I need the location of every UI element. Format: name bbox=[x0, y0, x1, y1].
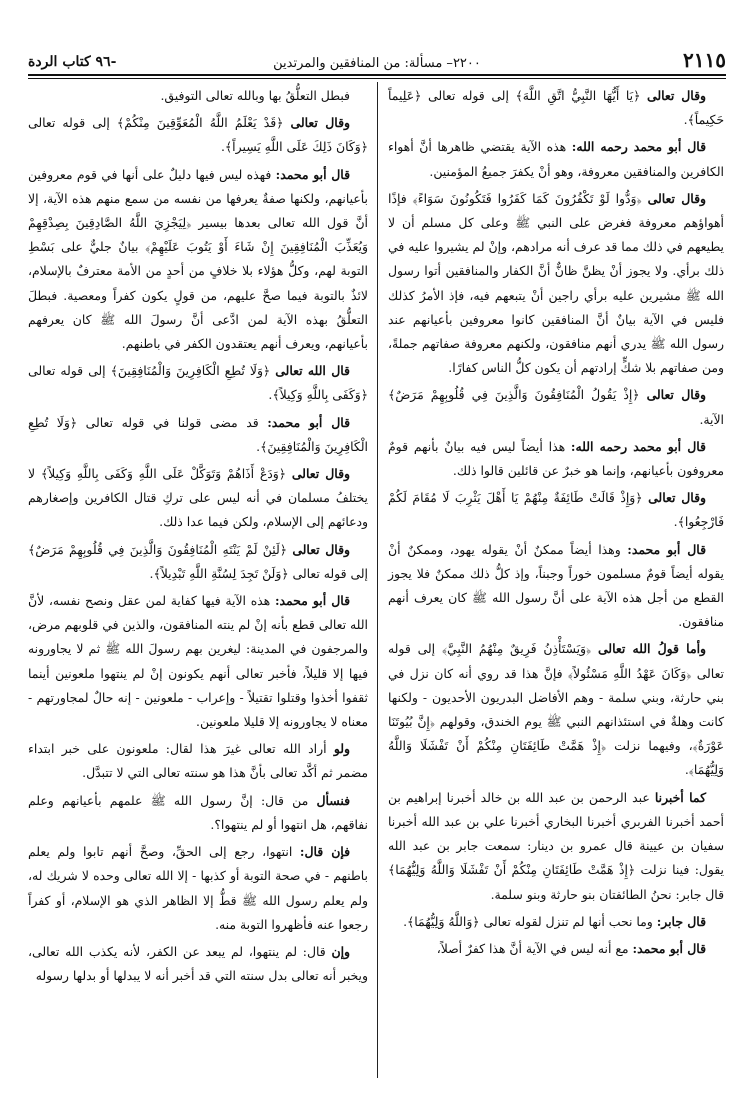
paragraph bbox=[28, 462, 368, 535]
paragraph-lead: وقال تعالى bbox=[647, 88, 706, 103]
paragraph-text: مع أنه ليس في الآية أنَّ هذا كفرٌ أصلاً، bbox=[436, 940, 633, 956]
header-rule bbox=[28, 74, 726, 76]
paragraph-text: قد مضى قولنا في قوله تعالى ﴿وَلَا تُطِعِ الْكَافِرِينَ وَالْمُنَافِقِينَ﴾. bbox=[28, 414, 368, 454]
paragraph-lead: وقال تعالى bbox=[648, 490, 706, 506]
paragraph-text: فهذه ليس فيها دليلٌ على أنها في قوم معروفين بأعيانهم، ولكنها صفةٌ يعرفها من نفسه من سمع منهم هذه الآية، إلا أنَّ قول الله تعالى بعدها بيسير ﴿لِيَجْزِيَ اللَّهُ الصَّادِقِينَ بِصِدْقِهِمْ وَيُعَذِّبَ الْمُنَافِقِينَ إِنْ شَاءَ أَوْ يَتُوبَ عَلَيْهِمْ﴾ بيانٌ جليٌّ على بَسْطِ التوبة لهم، وكلُّ هؤلاء بلا خلافٍ من أحدٍ من الأمة معترفٌ بالإسلام، لائذٌ بالتوبة فيما صحَّ عليهم، من قولٍ يكون كفراً ومعصية. فبطلَ التعلُّقُ بهذه الآية لمن ادَّعى أنَّ رسولَ الله ﷺ كان يعرفهم بأعيانهم، ويعرف أنهم يعتقدون الكفر في باطنهم. bbox=[28, 166, 368, 352]
paragraph bbox=[388, 187, 724, 381]
paragraph bbox=[388, 435, 724, 483]
paragraph bbox=[388, 84, 724, 132]
paragraph-lead: قال أبو محمد: bbox=[627, 541, 707, 557]
running-title: ٢٢٠٠– مسألة: من المنافقين والمرتدين bbox=[273, 56, 481, 71]
book-title: -٩٦ كتاب الردة bbox=[28, 54, 117, 70]
paragraph-text: ﴿وَإِذْ قَالَتْ طَائِفَةٌ مِنْهُمْ يَا أَهْلَ يَثْرِبَ لَا مُقَامَ لَكُمْ فَارْجِعُوا﴾. bbox=[388, 490, 724, 530]
paragraph bbox=[388, 786, 724, 907]
paragraph-text: انتهوا، رجع إلى الحقِّ، وصحَّ أنهم تابوا ولم يعلم باطنهم - في صحة التوبة أو كذبها - إلا الله تعالى وحده لا شريك له، ولم يعلم رسول الله ﷺ قطُّ إلا الظاهر الذي هو الإسلام، أو كفراً رجعوا عنه فأظهروا التوبة منه. bbox=[28, 844, 368, 932]
paragraph-text: هذه الآية يقتضي ظاهرها أنَّ أهواء الكافرين والمنافقين معروفة، وهو أنْ يكفرَ جميعُ المؤمنين. bbox=[388, 139, 724, 179]
paragraph-text: قال: لم ينتهوا، لم يبعد عن الكفر، لأنه يكذب الله تعالى، ويخبر أنه تعالى بدل سنته التي قد أخبر أنه لا يبدلها أو بدلها رسوله bbox=[28, 943, 368, 984]
paragraph bbox=[28, 789, 368, 837]
paragraph bbox=[28, 737, 368, 785]
paragraph bbox=[28, 411, 368, 459]
paragraph-text: هذه الآية فيها كفاية لمن عقل ونصح نفسه، لأنَّ الله تعالى قطع بأنه إنْ لم ينته المنافقون، والذين في قلوبهم مرض، والمرجفون في المدينة: ليغرين بهم رسولَ الله ﷺ ثم لا يجاورونه فيها إلا قليلاً، فأخبر تعالى أنهم يكونون إنْ لم ينتهوا ملعونين أينما ثقفوا أخذوا وقتلوا تقتيلاً - وإعراب - ملعونين - إنه حالٌ لمجاورتهم - معناه لا يجاورونه إلا قليلا ملعونين. bbox=[28, 593, 368, 730]
header-rule-thin bbox=[28, 78, 726, 79]
paragraph bbox=[388, 135, 724, 183]
paragraph-text: أراد الله تعالى غيرَ هذا لقال: ملعونون على خبر ابتداء مضمر ثم أكَّد تعالى بأنَّ هذا هو سنته تعالى التي لا تتبدَّل. bbox=[28, 741, 368, 781]
paragraph-text: وما نحب أنها لم تنزل لقوله تعالى ﴿وَاللَّهُ وَلِيُّهُمَا﴾. bbox=[403, 913, 657, 929]
paragraph-lead: وقال تعالى bbox=[292, 541, 350, 557]
paragraph-text: هذا أيضاً ليس فيه بيانٌ بأنهم قومٌ معروفون بأعيانهم، وإنما هو خبرٌ عن قائلين قالوا ذلك. bbox=[388, 438, 724, 479]
paragraph-lead: قال الله تعالى bbox=[275, 363, 350, 379]
paragraph-text: ﴿إِذْ يَقُولُ الْمُنَافِقُونَ وَالَّذِينَ فِي قُلُوبِهِمْ مَرَضٌ﴾ الآية. bbox=[388, 387, 724, 427]
right-column bbox=[388, 84, 724, 964]
paragraph bbox=[388, 910, 724, 934]
paragraph-lead: وقال تعالى bbox=[646, 387, 706, 403]
paragraph bbox=[28, 538, 368, 586]
paragraph-text: ﴿وَيَسْتَأْذِنُ فَرِيقٌ مِنْهُمُ النَّبِيَّ﴾ إلى قوله تعالى ﴿وَكَانَ عَهْدُ اللَّهِ مَسْئُولاً﴾ فإنَّ هذا قد روي أنه كان نزل في بني حارثة، وبني سلمة - وهم الأفاضل البدريون الأحديون - ولكنها كانت وهلةٌ في استئذانهم النبي ﷺ يوم الخندق، وقولهم ﴿إِنَّ بُيُوتَنَا عَوْرَةٌ﴾، وفيهما نزلت ﴿إِذْ هَمَّتْ طَائِفَتَانِ مِنْكُمْ أَنْ تَفْشَلَا وَاللَّهُ وَلِيُّهُمَا﴾. bbox=[388, 641, 724, 778]
paragraph-lead: فنسأل bbox=[316, 792, 350, 808]
paragraph-text: من قال: إنَّ رسول الله ﷺ علمهم بأعيانهم وعلم نفاقهم، هل انتهوا أو لم ينتهوا؟. bbox=[28, 792, 368, 832]
paragraph-text: ﴿قَدْ يَعْلَمُ اللَّهُ الْمُعَوِّقِينَ مِنْكُمْ﴾ إلى قوله تعالى ﴿وَكَانَ ذَلِكَ عَلَى اللَّهِ يَسِيراً﴾. bbox=[28, 115, 368, 155]
paragraph-lead: قال أبو محمد رحمه الله: bbox=[570, 438, 706, 454]
left-column bbox=[28, 84, 368, 991]
paragraph bbox=[388, 637, 724, 782]
paragraph-text: ﴿وَدَعْ أَذَاهُمْ وَتَوَكَّلْ عَلَى اللَّهِ وَكَفَى بِاللَّهِ وَكِيلاً﴾ لا يختلفُ مسلمان في أنه ليس على تركِ قتال الكافرين وإصغارهم ودعائهم إلى الإسلام، ولكن فيما عدا ذلك. bbox=[28, 466, 368, 530]
page-header bbox=[28, 34, 726, 74]
paragraph bbox=[388, 538, 724, 635]
paragraph bbox=[388, 486, 724, 534]
paragraph-text: ﴿يَا أَيُّهَا النَّبِيُّ اتَّقِ اللَّهَ﴾ إلى قوله تعالى ﴿عَلِيماً حَكِيماً﴾. bbox=[388, 88, 724, 128]
paragraph-lead: وقال تعالى bbox=[647, 190, 706, 206]
paragraph-lead: قال أبو محمد: bbox=[267, 414, 350, 430]
column-divider bbox=[377, 82, 378, 1078]
paragraph-text: فبطل التعلُّقُ بها وبالله تعالى التوفيق. bbox=[160, 88, 350, 103]
paragraph-lead: قال أبو محمد: bbox=[632, 940, 706, 956]
paragraph-lead: فإن قال: bbox=[299, 844, 350, 860]
paragraph bbox=[28, 840, 368, 937]
paragraph bbox=[388, 383, 724, 431]
paragraph bbox=[28, 589, 368, 734]
paragraph-lead: كما أخبرنا bbox=[654, 789, 706, 805]
paragraph-lead: قال أبو محمد: bbox=[275, 166, 350, 182]
paragraph-lead: وأما قولُ الله تعالى bbox=[597, 641, 707, 657]
paragraph-lead: قال أبو محمد رحمه الله: bbox=[571, 139, 706, 155]
paragraph-text: ﴿لَئِنْ لَمْ يَنْتَهِ الْمُنَافِقُونَ وَالَّذِينَ فِي قُلُوبِهِمْ مَرَضٌ﴾ إلى قوله تعالى ﴿وَلَنْ تَجِدَ لِسُنَّةِ اللَّهِ تَبْدِيلاً﴾. bbox=[28, 541, 368, 581]
paragraph bbox=[28, 940, 368, 988]
paragraph bbox=[28, 359, 368, 407]
paragraph bbox=[388, 937, 724, 961]
paragraph bbox=[28, 84, 368, 108]
paragraph-text: عبد الرحمن بن عبد الله بن خالد أخبرنا إبراهيم بن أحمد أخبرنا الفربري أخبرنا البخاري أخبرنا علي بن عبد الله أخبرنا سفيان بن عيينة قال عمرو بن دينار: سمعت جابر بن عبد الله يقول: فينا نزلت ﴿إِذْ هَمَّتْ طَائِفَتَانِ مِنْكُمْ أَنْ تَفْشَلَا وَاللَّهُ وَلِيُّهُمَا﴾ قال جابر: نحنُ الطائفتان بنو حارثة وبنو سلمة. bbox=[388, 789, 724, 902]
paragraph-text: ﴿وَلَا تُطِعِ الْكَافِرِينَ وَالْمُنَافِقِينَ﴾ إلى قوله تعالى ﴿وَكَفَى بِاللَّهِ وَكِيلاً﴾. bbox=[28, 363, 368, 403]
paragraph bbox=[28, 111, 368, 159]
page-number: ٢١١٥ bbox=[683, 48, 726, 72]
paragraph-lead: وقال تعالى bbox=[291, 466, 350, 482]
paragraph-text: وهذا أيضاً ممكنٌ أنْ يقوله يهود، وممكنٌ أنْ يقوله أيضاً قومٌ مسلمون خوراً وجبناً، وإذ كلُّ ذلك ممكنٌ فلا يجوز القطع من أجل هذه الآية على أنَّ رسول الله ﷺ كان يعرف أنهم منافقون. bbox=[388, 541, 724, 630]
paragraph-lead: وإن bbox=[331, 943, 350, 959]
paragraph-lead: قال أبو محمد: bbox=[274, 593, 350, 609]
paragraph-lead: ولو bbox=[333, 741, 350, 757]
paragraph bbox=[28, 163, 368, 357]
paragraph-lead: قال جابر: bbox=[656, 913, 706, 929]
paragraph-lead: وقال تعالى bbox=[290, 115, 350, 131]
paragraph-text: ﴿وَدُّوا لَوْ تَكْفُرُونَ كَمَا كَفَرُوا فَتَكُونُونَ سَوَاءً﴾ فإذًا أهواؤهم معروفة فغرض على النبي ﷺ وعلى كل مسلم أن لا يطيعهم في ذلك مما قد عرف أنه مرادهم، وإنْ لم يشيروا عليه في ذلك برأي. ولا يجوز أنْ يظنَّ ظانٌّ أنَّ الكفار والمنافقين أتوا رسول الله ﷺ مشيرين عليه برأي راجين أنْ يتبعهم فيه، فإذ الأمرُ كذلك فليس في الآية بيانٌ أنَّ المنافقين كانوا معروفين بأعيانهم عند رسول الله ﷺ يدري أنهم منافقون، ولكنهم معروفة صفاتهم جملةً، ومن صفاتهم بلا شكٍّ إرادتهم أن يكون كلُّ الناس كفارًا. bbox=[388, 190, 724, 376]
